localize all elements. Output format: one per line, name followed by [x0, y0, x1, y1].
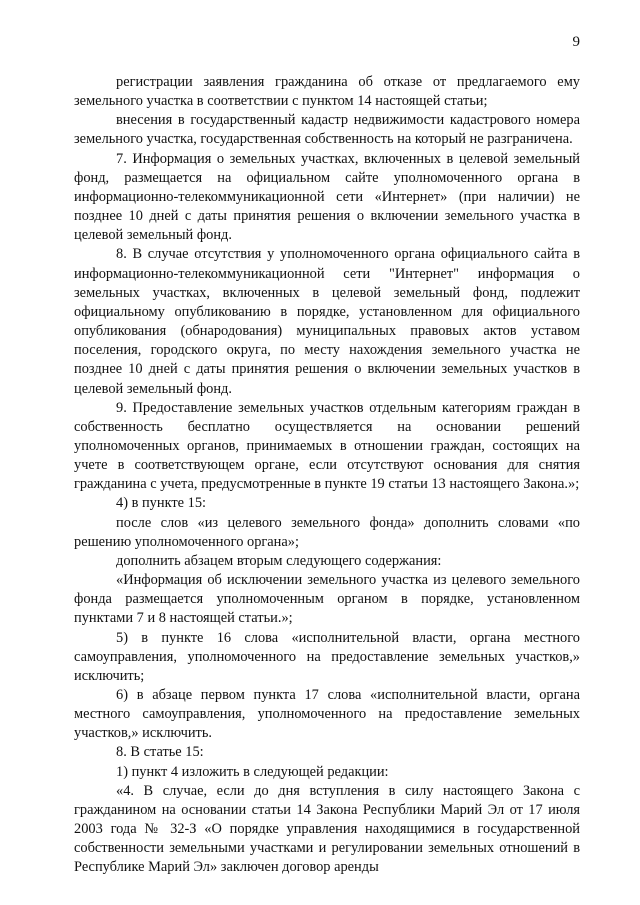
- paragraph-point-4: 4) в пункте 15:: [116, 495, 207, 512]
- document-body: [74, 73, 580, 878]
- paragraph-article-15: 8. В статье 15:: [116, 744, 204, 761]
- paragraph-item-9: 9. Предоставление земельных участков отдельным категориям граждан в собственность бесплатно осуществляется на основании решений уполномоченных органов, принимаемых в отношении граждан, состоящих на учете в соответствующем органе, если отсутствуют основания для снятия гражданина с учета, предусмотренные в пункте 19 статьи 13 настоящего Закона.»;: [74, 399, 580, 493]
- paragraph-item-8: 8. В случае отсутствия у уполномоченного органа официального сайта в информационно-телекоммуникационной сети "Интернет" информация о земельных участках, включенных в целевой земельный фонд, подлежит официальному опубликованию в порядке, установленном для официального опубликования (обнародования) муниципальных правовых актов уставом поселения, городского округа, по месту нахождения земельного участка не позднее 10 дней с даты принятия решения о включении земельных участков в целевой земельный фонд.: [74, 246, 580, 397]
- paragraph-point-4-edit: 1) пункт 4 изложить в следующей редакции:: [116, 763, 389, 780]
- paragraph-after-words: после слов «из целевого земельного фонда» дополнить словами «по решению уполномоченного органа»;: [74, 514, 580, 550]
- paragraph-add-abzac: дополнить абзацем вторым следующего содержания:: [116, 552, 442, 569]
- paragraph-item-7: 7. Информация о земельных участках, включенных в целевой земельный фонд, размещается на официальном сайте уполномоченного органа в информационно-телекоммуникационной сети «Интернет» (при наличии) не позднее 10 дней с даты принятия решения о включении земельного участка в целевой земельный фонд.: [74, 150, 580, 244]
- paragraph-new-item-4: «4. В случае, если до дня вступления в силу настоящего Закона с гражданином на основании статьи 14 Закона Республики Марий Эл от 17 июля 2003 года № 32-З «О порядке управления находящимися в государственной собственности земельными участками и регулировании земельных отношений в Республике Марий Эл» заключен договор аренды: [74, 782, 580, 876]
- paragraph-point-5: 5) в пункте 16 слова «исполнительной власти, органа местного самоуправления, уполномоченного на предоставление земельных участков,» исключить;: [74, 629, 580, 684]
- paragraph-exclusion-info: «Информация об исключении земельного участка из целевого земельного фонда размещается уполномоченным органом в порядке, установленном пунктами 7 и 8 настоящей статьи.»;: [74, 572, 580, 627]
- paragraph-point-6: 6) в абзаце первом пункта 17 слова «исполнительной власти, органа местного самоуправления, уполномоченного на предоставление земельных участков,» исключить.: [74, 687, 580, 742]
- paragraph-cadastre: внесения в государственный кадастр недвижимости кадастрового номера земельного участка, государственная собственность на который не разграничена.: [74, 112, 580, 148]
- page-number: 9: [572, 34, 580, 50]
- paragraph-registration: регистрации заявления гражданина об отказе от предлагаемого ему земельного участка в соответствии с пунктом 14 настоящей статьи;: [74, 74, 580, 110]
